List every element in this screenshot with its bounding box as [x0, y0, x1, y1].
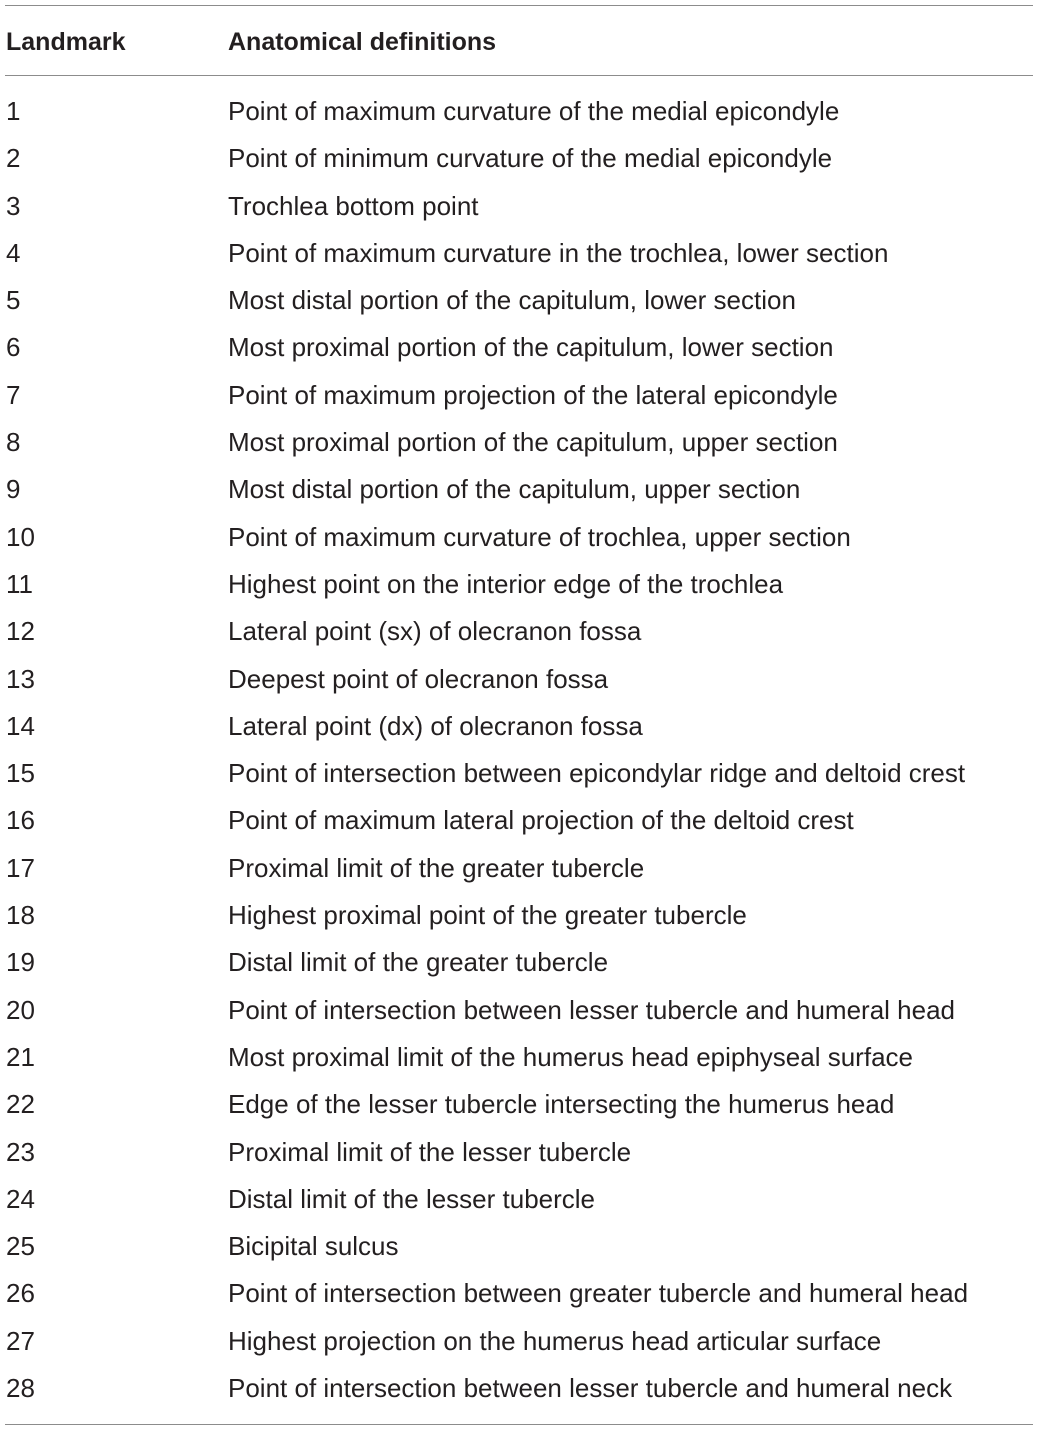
table-row [0, 1365, 1039, 1412]
landmark-number: 10 [6, 521, 35, 552]
table-row [0, 514, 1039, 561]
anatomical-definition: Distal limit of the lesser tubercle [228, 1183, 596, 1214]
table-row [0, 608, 1039, 655]
table-top-rule [5, 5, 1033, 6]
anatomical-definition: Distal limit of the greater tubercle [228, 947, 609, 978]
landmark-number: 8 [6, 427, 21, 458]
landmark-number: 13 [6, 663, 35, 694]
table-row [0, 183, 1039, 230]
landmark-number: 4 [6, 237, 21, 268]
table-row [0, 419, 1039, 466]
landmark-number: 21 [6, 1041, 35, 1072]
anatomical-definition: Lateral point (dx) of olecranon fossa [228, 710, 643, 741]
table-header-rule [5, 75, 1033, 76]
table-row [0, 703, 1039, 750]
table-row [0, 987, 1039, 1034]
table-row [0, 1176, 1039, 1223]
landmark-number: 11 [6, 568, 33, 599]
table-row [0, 230, 1039, 277]
table-row [0, 372, 1039, 419]
table-row [0, 1270, 1039, 1317]
anatomical-definition: Highest proximal point of the greater tubercle [228, 900, 747, 931]
landmark-number: 23 [6, 1136, 35, 1167]
landmark-number: 2 [6, 143, 21, 174]
table-row [0, 561, 1039, 608]
anatomical-definition: Most distal portion of the capitulum, lower section [228, 285, 796, 316]
landmark-number: 20 [6, 994, 35, 1025]
landmark-number: 6 [6, 332, 21, 363]
landmark-number: 14 [6, 710, 35, 741]
anatomical-definition: Point of intersection between lesser tubercle and humeral neck [228, 1373, 953, 1404]
table-row [0, 892, 1039, 939]
anatomical-definition: Point of maximum curvature in the trochlea, lower section [228, 237, 889, 268]
anatomical-definition: Highest point on the interior edge of the trochlea [228, 568, 784, 599]
anatomical-definition: Point of intersection between epicondylar ridge and deltoid crest [228, 758, 966, 789]
anatomical-definition: Point of maximum curvature of the medial epicondyle [228, 96, 840, 126]
landmark-number: 3 [6, 190, 21, 221]
landmark-number: 18 [6, 900, 35, 931]
table-row [0, 1034, 1039, 1081]
header-definition: Anatomical definitions [228, 28, 497, 56]
table-row [0, 1223, 1039, 1270]
landmark-number: 22 [6, 1089, 35, 1120]
landmark-number: 27 [6, 1325, 35, 1356]
anatomical-definition: Most proximal limit of the humerus head epiphyseal surface [228, 1041, 913, 1072]
anatomical-definition: Most proximal portion of the capitulum, lower section [228, 332, 834, 363]
anatomical-definition: Point of minimum curvature of the medial epicondyle [228, 143, 833, 174]
anatomical-definition: Point of intersection between lesser tubercle and humeral head [228, 994, 955, 1025]
anatomical-definition: Trochlea bottom point [228, 190, 479, 221]
landmark-number: 17 [6, 852, 35, 883]
anatomical-definition: Proximal limit of the greater tubercle [228, 852, 645, 883]
anatomical-definition: Most proximal portion of the capitulum, upper section [228, 427, 838, 458]
anatomical-definition: Point of maximum projection of the lateral epicondyle [228, 379, 838, 410]
landmark-number: 16 [6, 805, 35, 836]
anatomical-definition: Edge of the lesser tubercle intersecting the humerus head [228, 1089, 895, 1120]
anatomical-definition: Point of maximum curvature of trochlea, upper section [228, 521, 851, 552]
landmark-number: 5 [6, 285, 21, 316]
table-bottom-rule [5, 1424, 1033, 1425]
table-row [0, 324, 1039, 371]
table-row [0, 656, 1039, 703]
anatomical-definition: Most distal portion of the capitulum, upper section [228, 474, 801, 505]
table-header-row [0, 20, 1039, 64]
anatomical-definition: Proximal limit of the lesser tubercle [228, 1136, 632, 1167]
table-row [0, 1081, 1039, 1128]
landmark-number: 19 [6, 947, 35, 978]
landmark-number: 26 [6, 1278, 35, 1309]
landmark-number: 12 [6, 616, 35, 647]
table-row [0, 939, 1039, 986]
table-row [0, 466, 1039, 513]
table-row [0, 1129, 1039, 1176]
table-body [0, 88, 1039, 1412]
header-landmark: Landmark [6, 28, 126, 56]
anatomical-definition: Lateral point (sx) of olecranon fossa [228, 616, 642, 647]
anatomical-definition: Point of intersection between greater tubercle and humeral head [228, 1278, 969, 1309]
landmark-number: 9 [6, 474, 21, 505]
table-row [0, 750, 1039, 797]
anatomical-definition: Deepest point of olecranon fossa [228, 663, 609, 694]
landmark-number: 28 [6, 1373, 35, 1404]
table-row [0, 1318, 1039, 1365]
table-row [0, 277, 1039, 324]
anatomical-definition: Highest projection on the humerus head articular surface [228, 1325, 882, 1356]
table-row [0, 88, 1039, 135]
landmark-number: 15 [6, 758, 35, 789]
anatomical-definition: Bicipital sulcus [228, 1231, 399, 1262]
landmark-number: 7 [6, 379, 21, 410]
table-row [0, 135, 1039, 182]
landmark-number: 1 [6, 96, 21, 126]
table-row [0, 845, 1039, 892]
landmark-number: 24 [6, 1183, 35, 1214]
anatomical-definition: Point of maximum lateral projection of the deltoid crest [228, 805, 854, 836]
table-row [0, 797, 1039, 844]
landmark-number: 25 [6, 1231, 35, 1262]
